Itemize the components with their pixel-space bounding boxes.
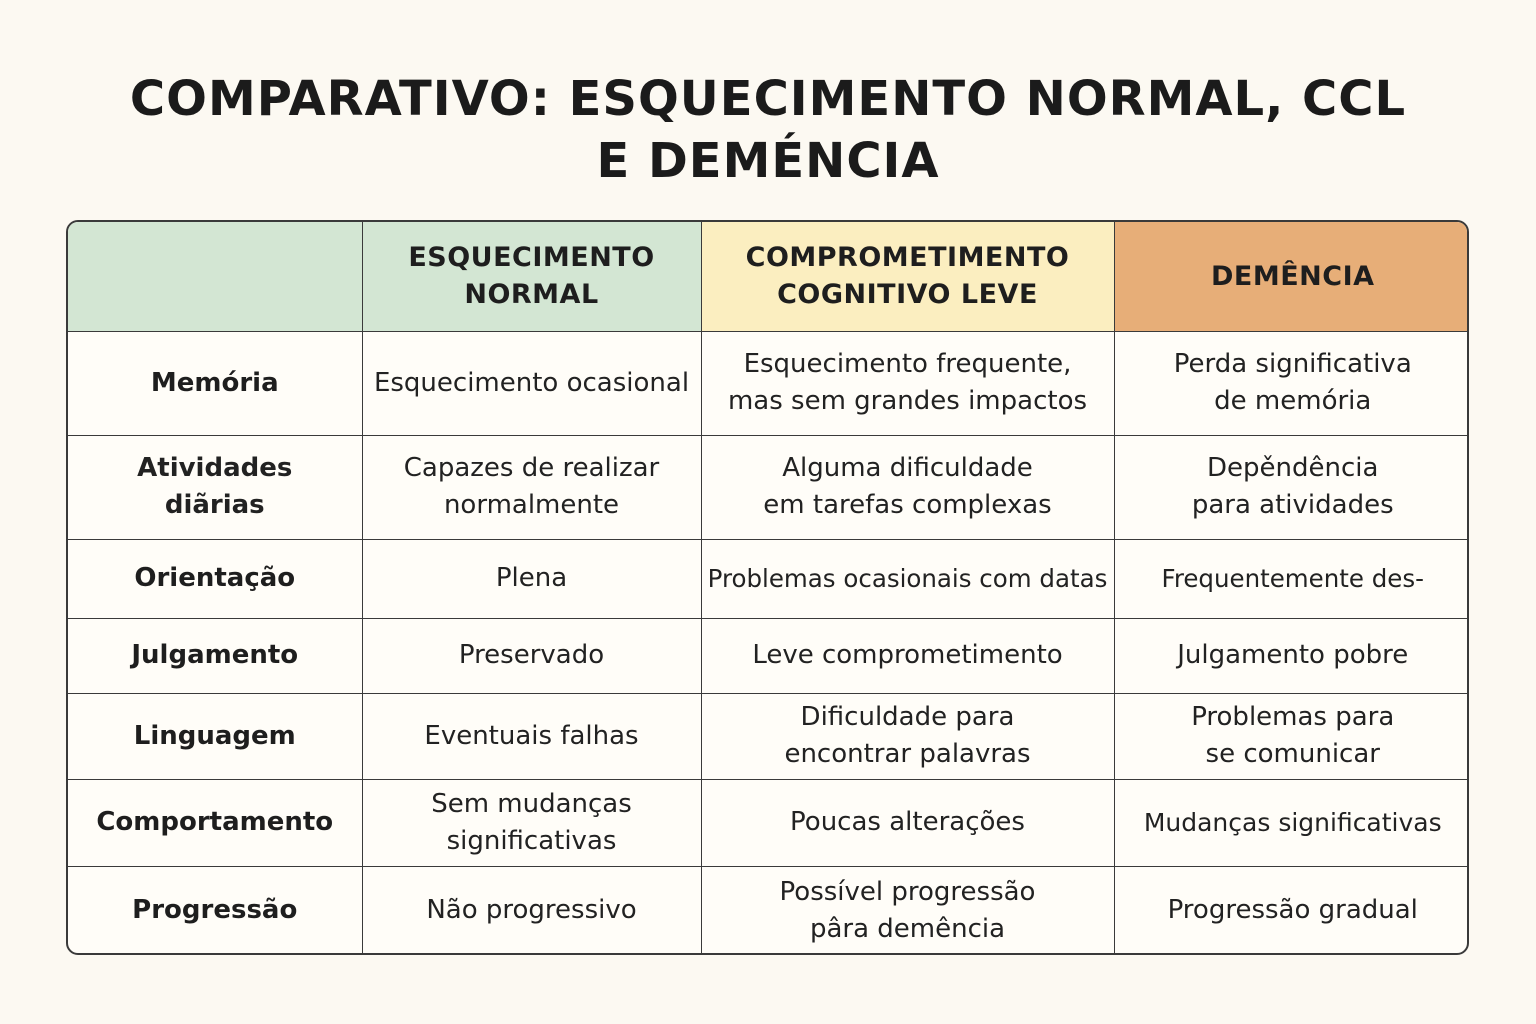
table-row [68,693,1469,779]
cell-dementia: Progressão gradual [1114,866,1469,955]
cell-mci: Problemas ocasionais com datas [701,539,1114,618]
cell-normal: Plena [362,539,701,618]
cell-mci: Alguma dificuldade em tarefas complexas [701,435,1114,539]
row-label: Orientação [68,539,362,618]
cell-normal: Esquecimento ocasional [362,331,701,435]
table-row [68,331,1469,435]
cell-dementia: Depěndência para atividades [1114,435,1469,539]
page-title [0,68,1536,192]
cell-normal: Não progressivo [362,866,701,955]
cell-normal: Eventuais falhas [362,693,701,779]
header-cell-normal-forgetting: ESQUECIMENTO NORMAL [362,222,701,331]
cell-mci: Dificuldade para encontrar palavras [701,693,1114,779]
cell-dementia: Frequentemente des- [1114,539,1469,618]
table-row [68,539,1469,618]
cell-mci: Possível progressão pâra demência [701,866,1114,955]
comparison-table-container [66,220,1469,955]
cell-normal: Capazes de realizar normalmente [362,435,701,539]
cell-normal: Preservado [362,618,701,693]
title-line-2: E DEMÉNCIA [596,133,940,189]
header-cell-mild-cognitive-impairment: COMPROMETIMENTO COGNITIVO LEVE [701,222,1114,331]
header-cell-dementia: DEMÊNCIA [1114,222,1469,331]
row-label: Comportamento [68,779,362,866]
cell-mci: Esquecimento frequente, mas sem grandes impactos [701,331,1114,435]
row-label: Linguagem [68,693,362,779]
row-label: Progressão [68,866,362,955]
table-header-row [68,222,1469,331]
table-row [68,866,1469,955]
header-cell-blank [68,222,362,331]
title-line-1: COMPARATIVO: ESQUECIMENTO NORMAL, CCL [129,71,1407,127]
table-row [68,779,1469,866]
table-row [68,618,1469,693]
row-label: Julgamento [68,618,362,693]
cell-dementia: Problemas para se comunicar [1114,693,1469,779]
cell-mci: Leve comprometimento [701,618,1114,693]
cell-dementia: Perda significativa de memória [1114,331,1469,435]
cell-dementia: Mudanças significativas [1114,779,1469,866]
cell-mci: Poucas alterações [701,779,1114,866]
cell-normal: Sem mudanças significativas [362,779,701,866]
table-row [68,435,1469,539]
row-label: Memória [68,331,362,435]
comparison-table [68,222,1469,955]
cell-dementia: Julgamento pobre [1114,618,1469,693]
row-label: Atividades diãrias [68,435,362,539]
